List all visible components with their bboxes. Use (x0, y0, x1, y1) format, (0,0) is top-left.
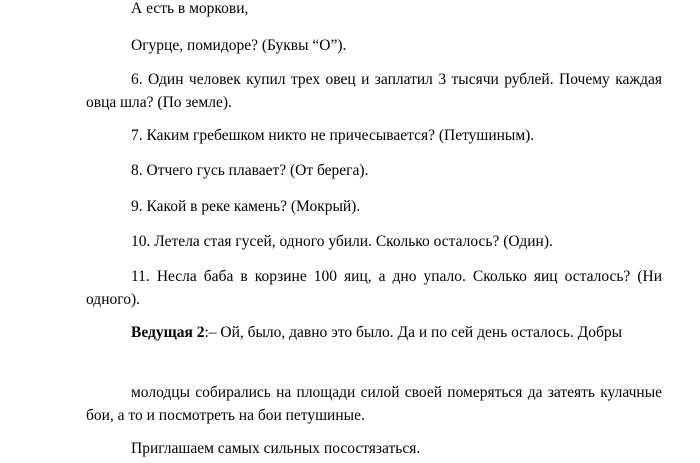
riddle-7: 7. Каким гребешком никто не причесывается? (Петушиным). (131, 127, 535, 144)
riddle-9: 9. Какой в реке камень? (Мокрый). (131, 198, 361, 215)
closing-line: Приглашаем самых сильных посостязаться. (131, 440, 421, 457)
riddle-10: 10. Летела стая гусей, одного убили. Сколько осталось? (Один). (131, 233, 553, 250)
speaker-paragraph (86, 321, 662, 344)
riddle-6: 6. Один человек купил трех овец и заплатил 3 тысячи рублей. Почему каждая овца шла? (По земле). (86, 71, 662, 111)
riddle-8: 8. Отчего гусь плавает? (От берега). (131, 162, 369, 179)
paragraph-line-2: Огурце, помидоре? (Буквы “О”). (131, 37, 347, 54)
paragraph-line-1: А есть в моркови, (131, 0, 249, 17)
continuation-paragraph: молодцы собирались на площади силой своей померяться да затеять кулачные бои, а то и посмотреть на бои петушиные. (86, 384, 662, 424)
speaker-name: Ведущая 2 (131, 324, 205, 341)
speaker-text: :– Ой, было, давно это было. Да и по сей день осталось. Добры (204, 324, 623, 341)
riddle-11: 11. Несла баба в корзине 100 яиц, а дно упало. Сколько яиц осталось? (Ни одного). (86, 268, 662, 308)
